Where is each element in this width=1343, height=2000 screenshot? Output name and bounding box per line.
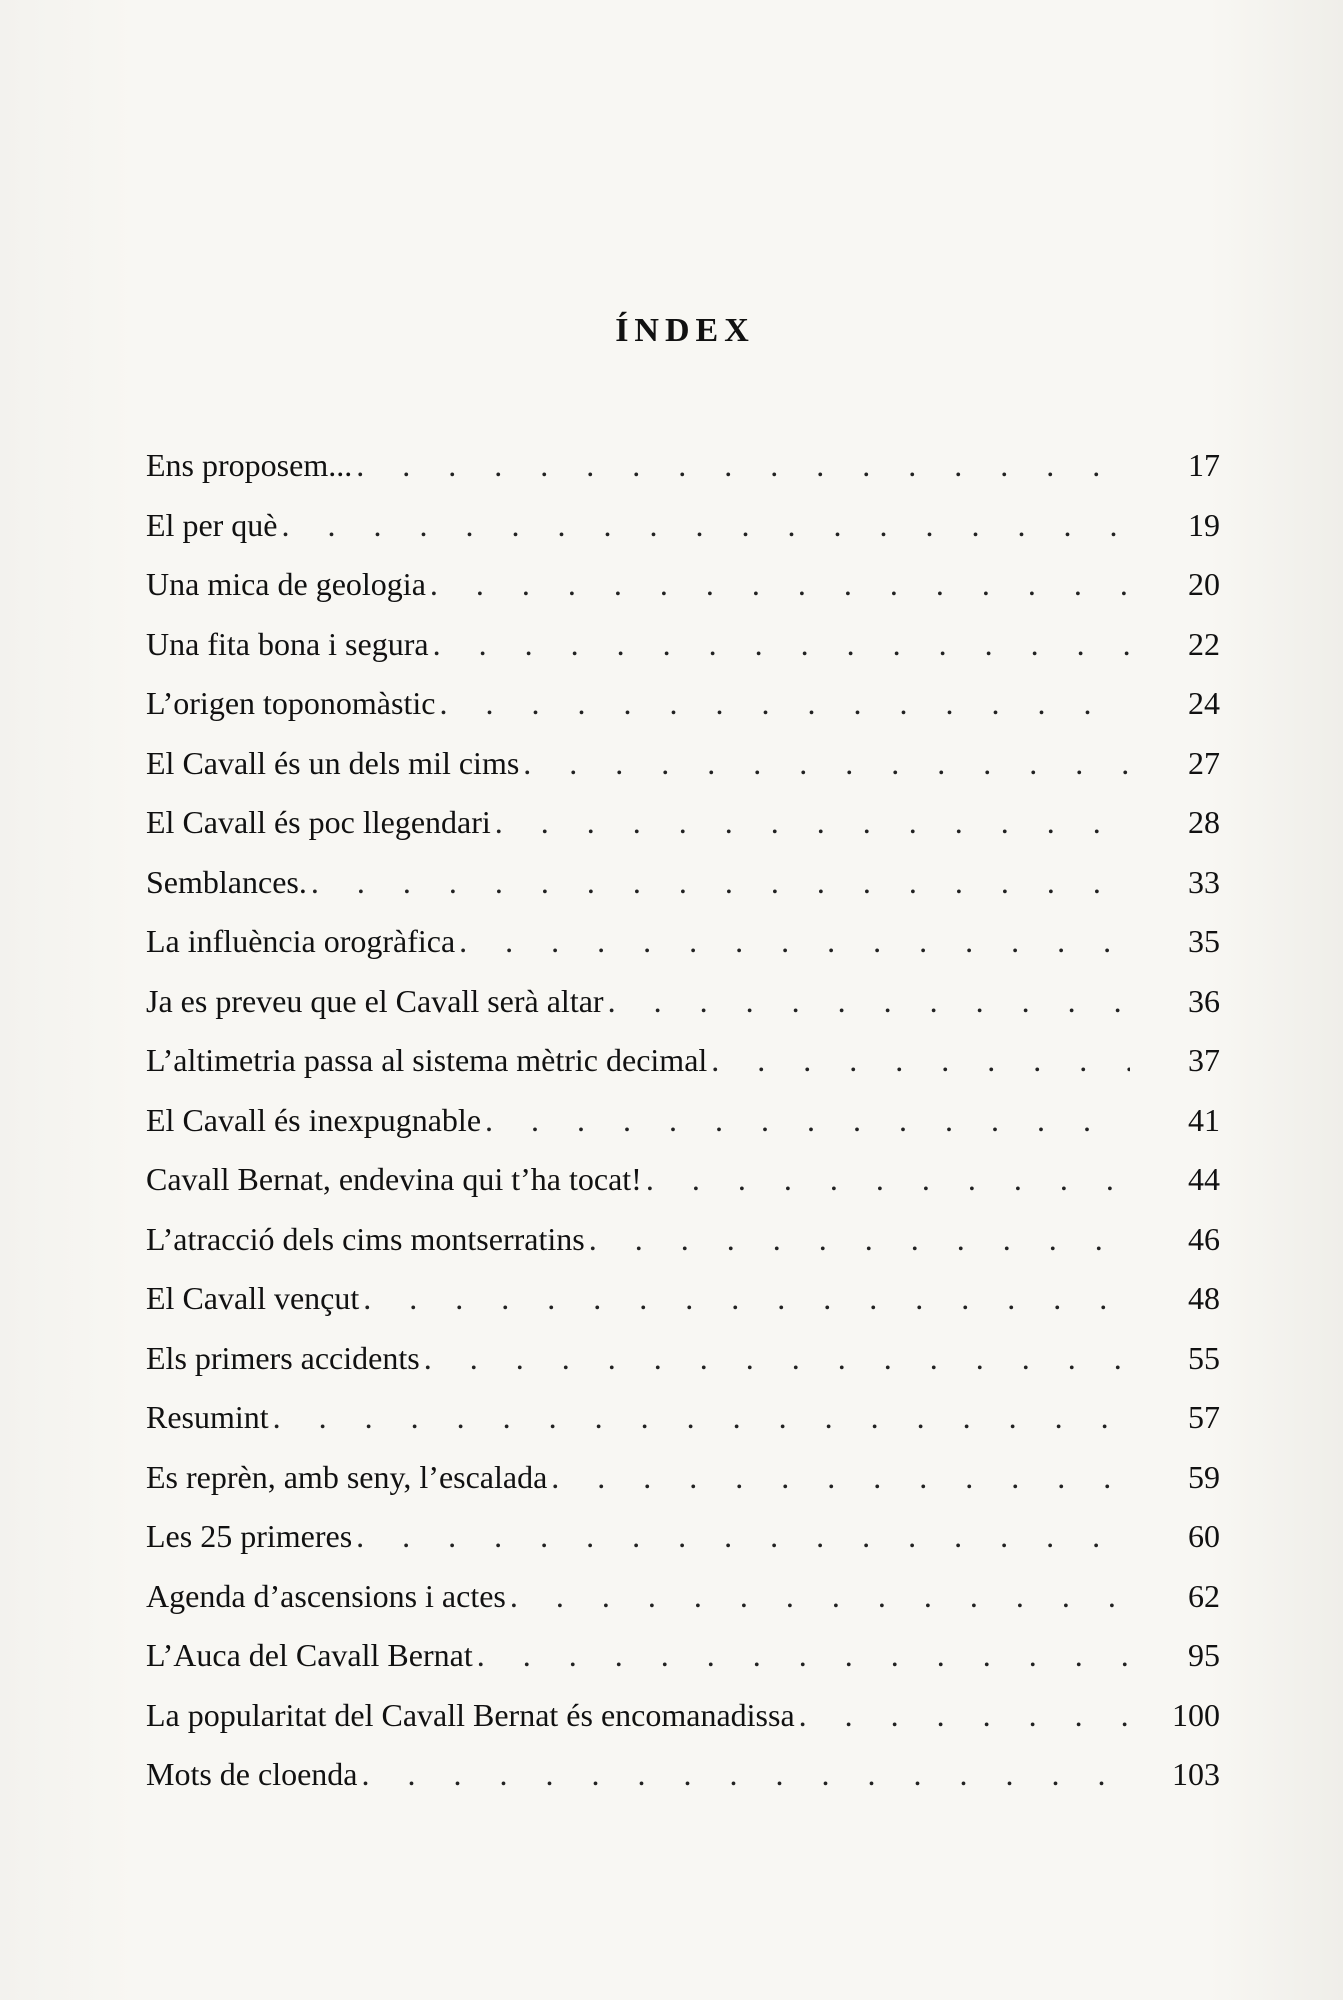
toc-entry-page-number: 46 xyxy=(1188,1220,1220,1257)
toc-entry-title: El per què xyxy=(146,506,278,543)
toc-entry-title: L’altimetria passa al sistema mètric decimal xyxy=(146,1042,708,1078)
toc-entry xyxy=(146,1329,1220,1389)
toc-entry-page-number: 44 xyxy=(1188,1161,1220,1197)
toc-entry xyxy=(146,1210,1220,1270)
toc-entry-page-number: 57 xyxy=(1188,1399,1220,1435)
toc-entry-page-number: 27 xyxy=(1188,744,1220,781)
toc-entry-title: Els primers accidents xyxy=(146,1339,420,1376)
toc-entry xyxy=(146,1388,1220,1448)
toc-entry xyxy=(146,972,1220,1032)
toc-entry-page-number: 28 xyxy=(1188,804,1220,840)
toc-entry-page-number: 37 xyxy=(1188,1042,1220,1078)
dot-leader xyxy=(551,1448,1130,1508)
toc-entry-page-number: 100 xyxy=(1172,1696,1220,1733)
toc-entry-page-number: 35 xyxy=(1188,923,1220,959)
dot-leader xyxy=(282,496,1131,556)
dot-leader xyxy=(485,1091,1130,1151)
toc-entry xyxy=(146,1567,1220,1627)
toc-entry xyxy=(146,1150,1220,1210)
toc-entry-page-number: 36 xyxy=(1188,982,1220,1019)
dot-leader xyxy=(356,1507,1130,1567)
toc-entry xyxy=(146,1448,1220,1508)
toc-entry xyxy=(146,674,1220,734)
toc-entry-title: Ens proposem... xyxy=(146,447,353,483)
table-of-contents xyxy=(146,436,1220,1805)
toc-entry xyxy=(146,1686,1220,1746)
toc-entry-title: L’origen toponomàstic xyxy=(146,685,436,721)
dot-leader xyxy=(646,1150,1130,1210)
dot-leader xyxy=(459,912,1130,972)
dot-leader xyxy=(711,1031,1130,1091)
toc-entry-page-number: 62 xyxy=(1188,1577,1220,1614)
toc-entry xyxy=(146,1091,1220,1151)
toc-entry xyxy=(146,1626,1220,1686)
toc-entry-title: L’Auca del Cavall Bernat xyxy=(146,1637,473,1673)
dot-leader xyxy=(495,793,1130,853)
toc-entry-title: El Cavall és poc llegendari xyxy=(146,804,491,840)
dot-leader xyxy=(433,615,1130,675)
toc-entry xyxy=(146,734,1220,794)
dot-leader xyxy=(608,972,1130,1032)
dot-leader xyxy=(523,734,1130,794)
dot-leader xyxy=(799,1686,1130,1746)
toc-entry xyxy=(146,912,1220,972)
toc-entry xyxy=(146,555,1220,615)
toc-entry-page-number: 20 xyxy=(1188,566,1220,602)
toc-entry xyxy=(146,1507,1220,1567)
toc-entry-title: La popularitat del Cavall Bernat és encomanadissa xyxy=(146,1696,795,1733)
toc-entry-title: El Cavall vençut xyxy=(146,1280,360,1316)
toc-entry-title: El Cavall és un dels mil cims xyxy=(146,744,520,781)
toc-entry-title: Una fita bona i segura xyxy=(146,625,429,662)
dot-leader xyxy=(477,1626,1130,1686)
toc-entry-title: Semblances. xyxy=(146,863,307,900)
toc-entry-title: Cavall Bernat, endevina qui t’ha tocat! xyxy=(146,1161,642,1197)
toc-entry xyxy=(146,1269,1220,1329)
toc-entry-page-number: 17 xyxy=(1188,447,1220,483)
toc-entry xyxy=(146,1745,1220,1805)
dot-leader xyxy=(510,1567,1130,1627)
toc-entry-page-number: 24 xyxy=(1188,685,1220,721)
toc-entry-title: L’atracció dels cims montserratins xyxy=(146,1220,585,1257)
dot-leader xyxy=(273,1388,1130,1448)
toc-entry-page-number: 55 xyxy=(1188,1339,1220,1376)
dot-leader xyxy=(439,674,1130,734)
toc-entry-page-number: 19 xyxy=(1188,506,1220,543)
dot-leader xyxy=(362,1745,1131,1805)
toc-entry xyxy=(146,436,1220,496)
toc-entry-page-number: 22 xyxy=(1188,625,1220,662)
toc-entry-page-number: 41 xyxy=(1188,1101,1220,1138)
dot-leader xyxy=(311,853,1130,913)
dot-leader xyxy=(424,1329,1130,1389)
toc-entry-page-number: 95 xyxy=(1188,1637,1220,1673)
toc-entry-title: Mots de cloenda xyxy=(146,1756,358,1792)
dot-leader xyxy=(356,436,1130,496)
dot-leader xyxy=(589,1210,1130,1270)
dot-leader xyxy=(430,555,1130,615)
index-title: ÍNDEX xyxy=(615,312,755,349)
toc-entry-title: Una mica de geologia xyxy=(146,566,426,602)
toc-entry xyxy=(146,853,1220,913)
toc-entry xyxy=(146,615,1220,675)
toc-entry-page-number: 103 xyxy=(1172,1756,1220,1792)
toc-entry-page-number: 60 xyxy=(1188,1518,1220,1554)
toc-entry-page-number: 33 xyxy=(1188,863,1220,900)
toc-entry-title: Es reprèn, amb seny, l’escalada xyxy=(146,1458,548,1495)
toc-entry-title: La influència orogràfica xyxy=(146,923,456,959)
toc-entry-title: Agenda d’ascensions i actes xyxy=(146,1577,506,1614)
toc-entry-page-number: 48 xyxy=(1188,1280,1220,1316)
toc-entry-title: El Cavall és inexpugnable xyxy=(146,1101,482,1138)
dot-leader xyxy=(363,1269,1130,1329)
toc-entry xyxy=(146,496,1220,556)
toc-entry-title: Resumint xyxy=(146,1399,269,1435)
toc-entry xyxy=(146,1031,1220,1091)
toc-entry-title: Ja es preveu que el Cavall serà altar xyxy=(146,982,604,1019)
toc-entry-title: Les 25 primeres xyxy=(146,1518,353,1554)
toc-entry xyxy=(146,793,1220,853)
toc-entry-page-number: 59 xyxy=(1188,1458,1220,1495)
